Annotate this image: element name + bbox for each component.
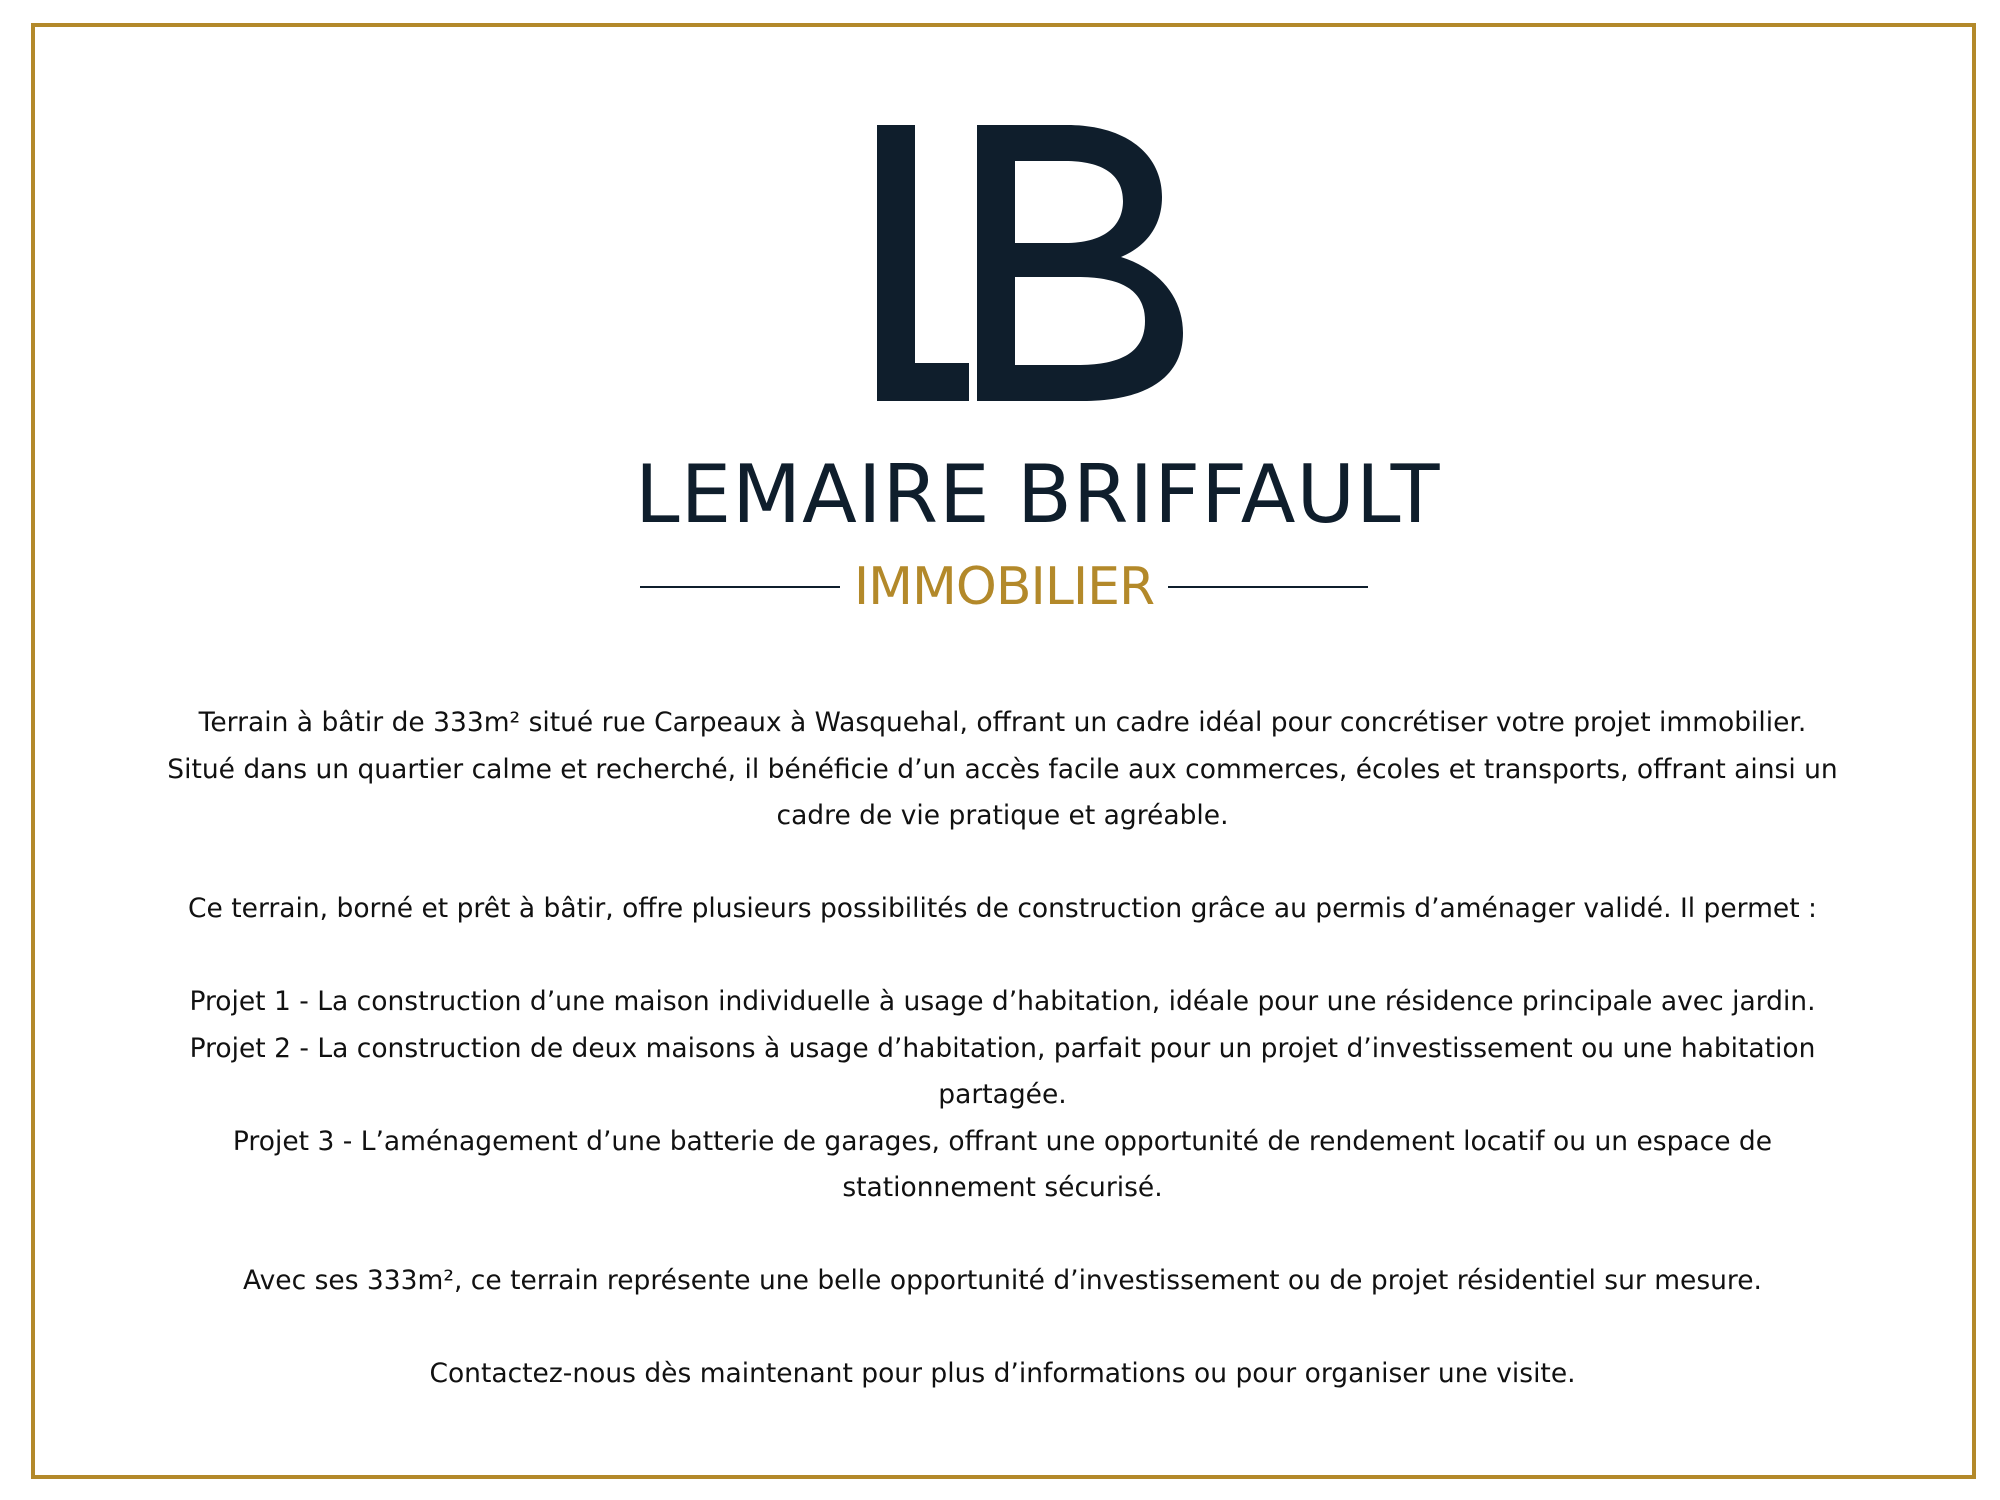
project-line: partagée.	[938, 1079, 1067, 1110]
company-subtitle: IMMOBILIER	[853, 557, 1155, 617]
permit-paragraph: Ce terrain, borné et prêt à bâtir, offre plusieurs possibilités de construction grâce au permis d’aménager validé. Il permet :	[188, 893, 1817, 924]
intro-line: Terrain à bâtir de 333m² situé rue Carpeaux à Wasquehal, offrant un cadre idéal pour concrétiser votre projet immobilier.	[198, 707, 1807, 738]
project-line: stationnement sécurisé.	[842, 1172, 1163, 1203]
summary-paragraph: Avec ses 333m², ce terrain représente une belle opportunité d’investissement ou de projet résidentiel sur mesure.	[243, 1265, 1762, 1296]
project-line: Projet 2 - La construction de deux maisons à usage d’habitation, parfait pour un projet d’investissement ou une habitation	[189, 1032, 1816, 1064]
project-line: Projet 3 - L’aménagement d’une batterie de garages, offrant une opportunité de rendement locatif ou un espace de	[232, 1125, 1773, 1157]
company-name: LEMAIRE BRIFFAULT	[635, 448, 1441, 541]
contact-paragraph: Contactez-nous dès maintenant pour plus d’informations ou pour organiser une visite.	[429, 1358, 1576, 1389]
lb-monogram-logo	[877, 125, 1183, 401]
company-subtitle-row	[640, 557, 1368, 617]
intro-line: Situé dans un quartier calme et recherché, il bénéficie d’un accès facile aux commerces, écoles et transports, offrant ainsi un	[167, 753, 1838, 785]
left-divider-line	[640, 586, 840, 588]
property-description	[140, 700, 1865, 1398]
right-divider-line	[1168, 586, 1368, 588]
project-line: Projet 1 - La construction d’une maison individuelle à usage d’habitation, idéale pour une résidence principale avec jardin.	[189, 986, 1816, 1017]
intro-line: cadre de vie pratique et agréable.	[776, 800, 1229, 831]
